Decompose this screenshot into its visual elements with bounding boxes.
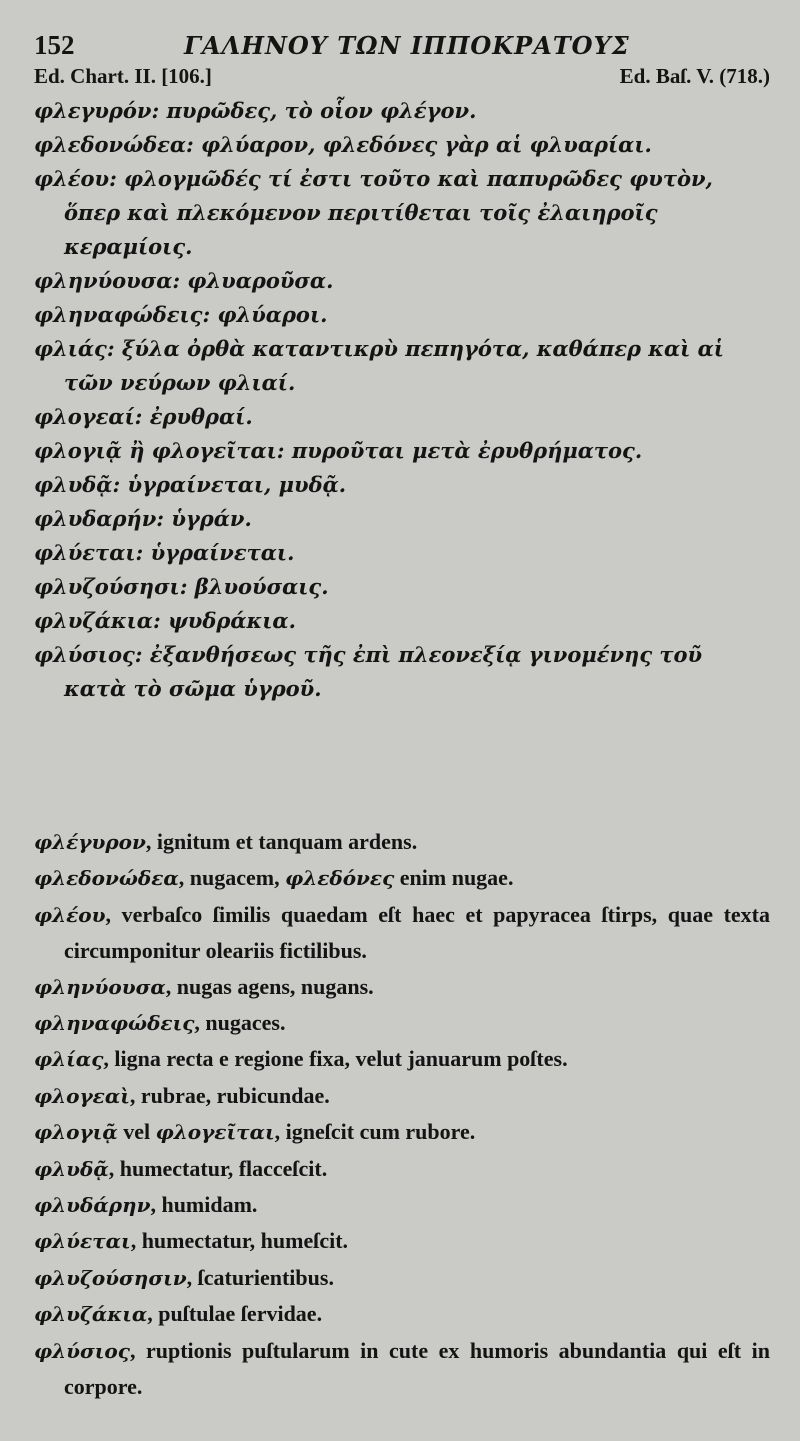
latin-headword: φλέγυρον	[34, 830, 146, 854]
greek-definition: ψυδράκια.	[160, 608, 296, 633]
greek-headword: φλιάς:	[34, 336, 115, 361]
latin-headword: φλυδᾷ	[34, 1156, 109, 1181]
latin-headword: φλύεται	[34, 1229, 131, 1254]
latin-translation-secondary: , igneſcit cum rubore.	[274, 1119, 476, 1145]
latin-headword: φλεδονώδεα	[34, 866, 179, 891]
latin-entry	[34, 1260, 770, 1296]
greek-headword: φλύεται:	[34, 540, 144, 565]
latin-entry	[34, 1041, 770, 1077]
latin-entry	[34, 1187, 770, 1223]
latin-headword: φλογεαὶ	[34, 1083, 130, 1108]
greek-headword: φλέου:	[34, 166, 117, 191]
latin-entry	[34, 1114, 770, 1150]
greek-glossary	[34, 94, 770, 706]
greek-headword: φληνύουσα:	[34, 268, 181, 293]
greek-entry	[34, 162, 770, 264]
greek-definition: ὑγραίνεται, μυδᾷ.	[120, 472, 347, 497]
latin-translation: , puſtulae ſervidae.	[147, 1301, 323, 1327]
greek-definition: φλύαρον, φλεδόνες γὰρ αἱ φλυαρίαι.	[193, 132, 652, 157]
latin-entry	[34, 1333, 770, 1405]
latin-entry	[34, 860, 770, 896]
latin-headword: φλύσιος	[34, 1338, 130, 1363]
greek-entry	[34, 536, 770, 570]
latin-headword-secondary: φλογεῖται	[155, 1120, 275, 1145]
greek-entry	[34, 502, 770, 536]
latin-translation: , nugaces.	[194, 1010, 286, 1036]
greek-entry	[34, 298, 770, 332]
greek-entry	[34, 468, 770, 502]
latin-glossary	[34, 824, 770, 1405]
greek-entry	[34, 94, 770, 128]
latin-translation: , ligna recta e regione fixa, velut januarum poſtes.	[103, 1046, 568, 1072]
greek-definition: ὑγράν.	[164, 506, 252, 531]
greek-entry	[34, 570, 770, 604]
section-gap	[34, 706, 770, 824]
edition-left: Ed. Chart. II. [106.]	[34, 64, 212, 88]
latin-translation: , humectatur, humeſcit.	[130, 1228, 349, 1254]
latin-entry	[34, 1223, 770, 1259]
latin-headword: φληνύουσα	[34, 974, 166, 999]
latin-headword: φλυζάκια	[34, 1302, 148, 1327]
greek-headword: φληναφώδεις:	[34, 302, 211, 327]
greek-entry	[34, 604, 770, 638]
page-number: 152	[34, 30, 75, 60]
latin-entry	[34, 1296, 770, 1332]
latin-headword: φλυδάρην	[34, 1193, 151, 1218]
latin-translation: , nugas agens, nugans.	[165, 973, 374, 999]
latin-headword: φλογιᾷ	[34, 1120, 118, 1145]
latin-translation: , humectatur, flacceſcit.	[108, 1155, 328, 1181]
latin-entry	[34, 824, 770, 860]
greek-definition: ἐρυθραί.	[142, 404, 253, 429]
greek-entry	[34, 128, 770, 162]
running-title: ΓΑΛΗΝΟΥ ΤΩΝ ΙΠΠΟΚΡΑΤΟΥΣ	[184, 31, 630, 60]
greek-headword: φλυζάκια:	[34, 608, 161, 633]
greek-definition: ἢ φλογεῖται: πυροῦται μετὰ ἐρυθρήματος.	[121, 438, 643, 463]
greek-headword: φλεδονώδεα:	[34, 132, 194, 157]
latin-entry	[34, 1078, 770, 1114]
greek-definition: βλυούσαις.	[187, 574, 329, 599]
latin-entry	[34, 969, 770, 1005]
greek-headword: φλυδαρήν:	[34, 506, 165, 531]
greek-headword: φλεγυρόν:	[34, 98, 160, 123]
latin-entry	[34, 1151, 770, 1187]
latin-entry	[34, 897, 770, 969]
greek-entry	[34, 332, 770, 400]
greek-entry	[34, 638, 770, 706]
latin-translation: , ruptionis puſtularum in cute ex humoris abundantia qui eſt in corpore.	[64, 1337, 770, 1400]
latin-entry	[34, 1005, 770, 1041]
latin-translation: vel	[117, 1119, 156, 1145]
latin-headword-secondary: φλεδόνες	[285, 866, 395, 891]
latin-translation: , humidam.	[150, 1192, 258, 1218]
edition-right: Ed. Baſ. V. (718.)	[619, 64, 770, 88]
latin-headword: φληναφώδεις	[34, 1011, 195, 1036]
page-header	[34, 30, 770, 64]
greek-entry	[34, 434, 770, 468]
latin-translation: , verbaſco ſimilis quaedam eſt haec et papyracea ſtirps, quae texta circumponitur oleariis fictilibus.	[64, 901, 770, 964]
greek-headword: φλύσιος:	[34, 642, 143, 667]
latin-headword: φλέου	[34, 902, 106, 927]
greek-definition: ἐξανθήσεως τῆς ἐπὶ πλεονεξίᾳ γινομένης τοῦ κατὰ τὸ σῶμα ὑγροῦ.	[64, 642, 703, 701]
latin-headword: φλυζούσησιν	[34, 1265, 187, 1290]
greek-headword: φλογιᾷ	[34, 438, 122, 463]
latin-translation: , ignitum et tanquam ardens.	[145, 829, 418, 854]
greek-headword: φλυδᾷ:	[34, 472, 121, 497]
greek-entry	[34, 400, 770, 434]
greek-definition: ξύλα ὀρθὰ καταντικρὺ πεπηγότα, καθάπερ καὶ αἱ τῶν νεύρων φλιαί.	[64, 336, 724, 395]
greek-definition: φλογμῶδές τί ἐστι τοῦτο καὶ παπυρῶδες φυτὸν, ὅπερ καὶ πλεκόμενον περιτίθεται τοῖς ἐλαιηροῖς κεραμίοις.	[64, 166, 713, 259]
latin-headword: φλίας	[34, 1047, 104, 1072]
latin-translation: , rubrae, rubicundae.	[129, 1082, 330, 1108]
greek-headword: φλογεαί:	[34, 404, 143, 429]
greek-headword: φλυζούσησι:	[34, 574, 188, 599]
latin-translation: , ſcaturientibus.	[186, 1264, 334, 1290]
greek-definition: πυρῶδες, τὸ οἷον φλέγον.	[159, 98, 477, 123]
edition-line	[34, 64, 770, 94]
greek-definition: ὑγραίνεται.	[143, 540, 295, 565]
greek-definition: φλύαροι.	[210, 302, 328, 327]
latin-translation: , nugacem,	[178, 865, 286, 891]
greek-definition: φλυαροῦσα.	[180, 268, 334, 293]
greek-entry	[34, 264, 770, 298]
latin-translation-secondary: enim nugae.	[394, 865, 514, 891]
